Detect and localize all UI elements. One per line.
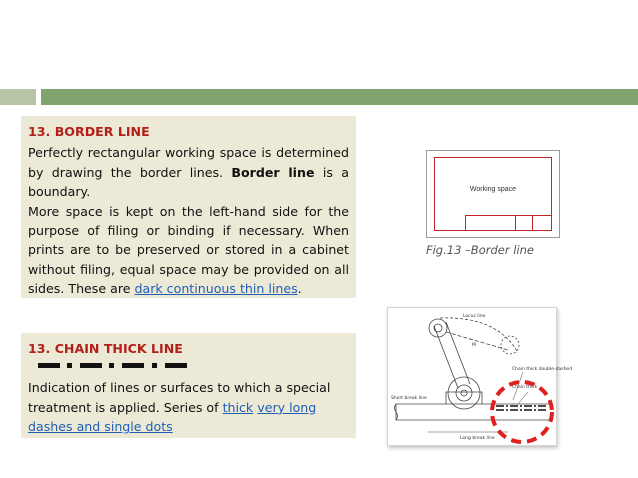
short-break-label: Short break line bbox=[391, 396, 427, 401]
chain-thick-label: Chain thick bbox=[512, 385, 538, 390]
border-line-bold-term: Border line bbox=[231, 164, 315, 180]
chain-dash bbox=[122, 363, 144, 368]
border-line-text-2a: More space is kept on the left-hand side for the purpose of filing or binding if necessary. When prints are to be preserved or stored in a cabinet without filing, equal space may be provided on all sides. These are bbox=[28, 203, 349, 297]
working-space-label: Working space bbox=[469, 186, 517, 193]
long-break-label: Long break line bbox=[460, 436, 495, 441]
chain-dash bbox=[80, 363, 102, 368]
header-bar-light bbox=[0, 89, 36, 105]
chain-thick-description bbox=[28, 378, 349, 436]
chain-thick-title: 13. CHAIN THICK LINE bbox=[28, 341, 183, 356]
title-block-line bbox=[465, 215, 551, 216]
chain-dot bbox=[67, 363, 72, 368]
border-line-title: 13. BORDER LINE bbox=[28, 124, 150, 139]
m-label: M bbox=[472, 343, 476, 348]
border-line-card bbox=[21, 116, 356, 298]
title-block-divider bbox=[515, 215, 516, 230]
chain-dash bbox=[165, 363, 187, 368]
locus-line-label: Locus line bbox=[463, 314, 486, 319]
header-bar-dark bbox=[41, 89, 638, 105]
thick-link[interactable]: thick bbox=[222, 399, 254, 415]
chain-dot bbox=[109, 363, 114, 368]
border-line-figure-caption: Fig.13 –Border line bbox=[426, 243, 534, 257]
chain-thick-text: Indication of lines or surfaces to which a special treatment is applied. Series of bbox=[28, 380, 331, 415]
chain-thick-figure bbox=[387, 307, 573, 446]
border-line-figure bbox=[426, 150, 560, 238]
dark-continuous-thin-lines-link[interactable]: dark continuous thin lines bbox=[134, 281, 298, 297]
highlight-circle bbox=[492, 382, 552, 442]
border-line-text-2-end: . bbox=[297, 281, 302, 297]
chain-dash bbox=[38, 363, 60, 368]
chain-thick-double-label: Chain thick double-dashed bbox=[512, 367, 573, 372]
title-block-divider bbox=[532, 215, 533, 230]
border-line-text-1b: is a boundary. bbox=[28, 164, 349, 200]
chain-thick-card bbox=[21, 333, 356, 438]
chain-dot bbox=[152, 363, 157, 368]
border-line-rectangle bbox=[434, 157, 552, 231]
border-line-paragraph-2 bbox=[28, 202, 349, 299]
border-line-text-1a: Perfectly rectangular working space is determined by drawing the border lines. bbox=[28, 145, 349, 180]
border-line-paragraph-1 bbox=[28, 143, 349, 201]
very-long-dashes-link[interactable]: very long dashes and single dots bbox=[28, 399, 317, 435]
chain-thick-line-sample bbox=[28, 358, 349, 376]
title-block-divider bbox=[465, 215, 466, 230]
mechanism-drawing bbox=[388, 308, 573, 445]
